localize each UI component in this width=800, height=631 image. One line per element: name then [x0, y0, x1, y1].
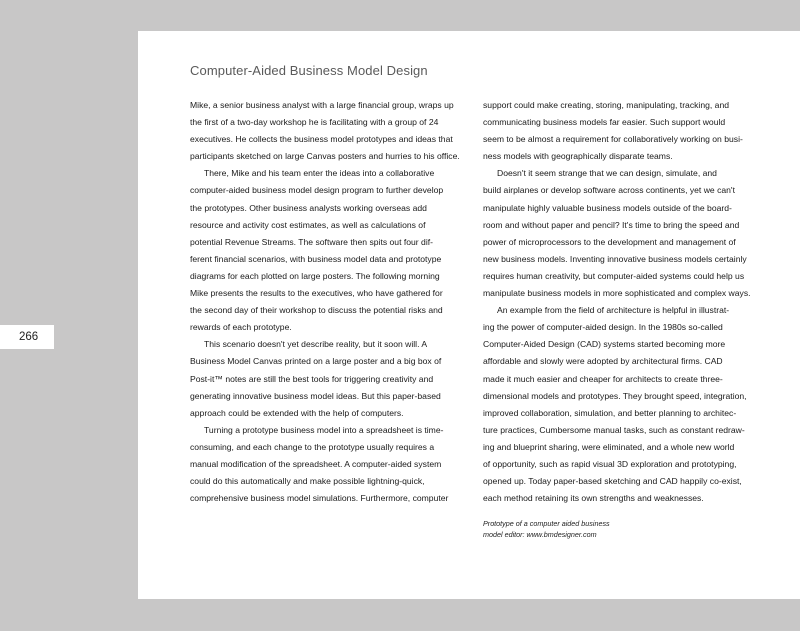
book-page	[138, 31, 800, 599]
text-line: build airplanes or develop software across continents, yet we can't	[483, 185, 735, 196]
text-line: participants sketched on large Canvas posters and hurries to his office.	[190, 151, 460, 162]
paragraph	[483, 302, 763, 507]
text-line: rewards of each prototype.	[190, 322, 292, 333]
text-line: the second day of their workshop to discuss the potential risks and	[190, 305, 443, 316]
text-line: computer-aided business model design program to further develop	[190, 185, 444, 196]
text-line: the prototypes. Other business analysts working overseas add	[190, 202, 427, 213]
text-line: manipulate business models in more sophisticated and complex ways.	[483, 288, 751, 299]
right-column	[483, 97, 763, 540]
left-column	[190, 97, 470, 507]
text-line: Business Model Canvas printed on a large poster and a big box of	[190, 356, 442, 367]
text-line: Mike presents the results to the executives, who have gathered for	[190, 288, 443, 299]
page-title: Computer-Aided Business Model Design	[190, 63, 428, 78]
paragraph	[190, 165, 470, 336]
text-line: support could make creating, storing, manipulating, tracking, and	[483, 100, 730, 110]
text-line: diagrams for each plotted on large posters. The following morning	[190, 270, 440, 281]
text-line: executives. He collects the business model prototypes and ideas that	[190, 134, 453, 145]
caption-line: Prototype of a computer aided business	[483, 519, 610, 529]
text-line: ing and blueprint sharing, were eliminated, and a whole new world	[483, 441, 735, 452]
text-line: ture practices, Cumbersome manual tasks, such as constant redraw-	[483, 424, 745, 435]
text-line: Post-it™ notes are still the best tools for triggering creativity and	[190, 373, 434, 384]
text-line: of opportunity, such as rapid visual 3D exploration and prototyping,	[483, 458, 737, 469]
text-line: Mike, a senior business analyst with a large financial group, wraps up	[190, 100, 454, 110]
text-line: manual modification of the spreadsheet. A computer-aided system	[190, 458, 442, 469]
text-line: requires human creativity, but computer-aided systems could help us	[483, 270, 745, 281]
text-line: manipulate highly valuable business models outside of the board-	[483, 202, 732, 213]
text-line: affordable and slowly were adopted by architectural firms. CAD	[483, 356, 723, 367]
text-line: ness models with geographically disparate teams.	[483, 151, 673, 162]
text-line: potential Revenue Streams. The software then spits out four dif-	[190, 236, 433, 247]
text-line: each method retaining its own strengths and weaknesses.	[483, 493, 704, 504]
text-line: improved collaboration, simulation, and better planning to architec-	[483, 407, 737, 418]
text-line: seem to be almost a requirement for collaboratively working on busi-	[483, 134, 743, 145]
text-line: ferent financial scenarios, with business model data and prototype	[190, 253, 442, 264]
text-line: room and without paper and pencil? It's time to bring the speed and	[483, 219, 740, 230]
text-line: the first of a two-day workshop he is facilitating with a group of 24	[190, 117, 439, 128]
text-line: dimensional models and prototypes. They brought speed, integration,	[483, 390, 747, 401]
paragraph	[190, 422, 470, 507]
text-line: This scenario doesn't yet describe reality, but it soon will. A	[204, 339, 428, 350]
text-line: Computer-Aided Design (CAD) systems started becoming more	[483, 339, 726, 350]
paragraph	[483, 165, 763, 302]
figure-caption	[483, 519, 763, 540]
text-line: made it much easier and cheaper for architects to create three-	[483, 373, 723, 384]
page-number: 266	[0, 325, 54, 349]
text-line: There, Mike and his team enter the ideas into a collaborative	[204, 168, 435, 179]
text-line: opened up. Today paper-based sketching and CAD happily co-exist,	[483, 476, 742, 487]
text-line: could do this automatically and make possible lightning-quick,	[190, 476, 425, 487]
text-line: ing the power of computer-aided design. In the 1980s so-called	[483, 322, 723, 333]
text-line: An example from the field of architecture is helpful in illustrat-	[497, 305, 730, 316]
paragraph	[483, 97, 763, 165]
paragraph	[190, 336, 470, 421]
text-line: generating innovative business model ideas. But this paper-based	[190, 390, 441, 401]
paragraph	[190, 97, 470, 165]
text-line: consuming, and each change to the prototype usually requires a	[190, 441, 435, 452]
text-line: resource and activity cost estimates, as well as calculations of	[190, 219, 426, 230]
text-line: Turning a prototype business model into a spreadsheet is time-	[204, 424, 444, 435]
text-line: power of microprocessors to the development and management of	[483, 236, 736, 247]
text-line: new business models. Inventing innovative business models certainly	[483, 253, 747, 264]
text-line: comprehensive business model simulations. Furthermore, computer	[190, 493, 449, 504]
caption-line: model editor: www.bmdesigner.com	[483, 529, 597, 539]
text-line: Doesn't it seem strange that we can design, simulate, and	[497, 168, 717, 179]
text-line: communicating business models far easier. Such support would	[483, 117, 726, 128]
text-line: approach could be extended with the help of computers.	[190, 407, 404, 418]
